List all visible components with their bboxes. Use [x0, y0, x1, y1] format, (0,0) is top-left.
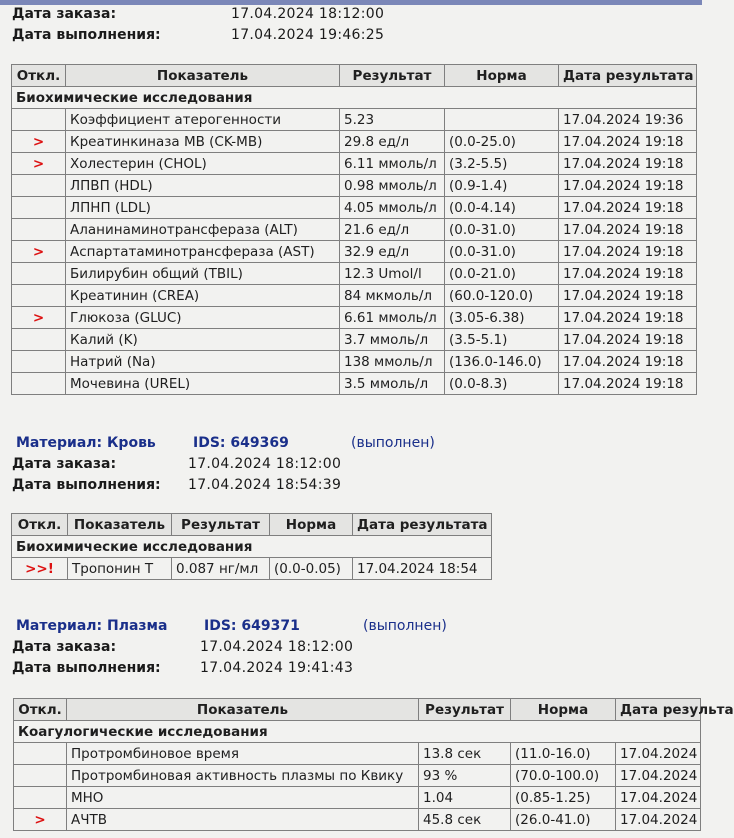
- col-header-deviation: Откл.: [14, 699, 67, 721]
- material-title: Материал: Кровь: [16, 435, 156, 451]
- col-header-result-date: Дата результата: [353, 514, 492, 536]
- table-row[interactable]: [12, 373, 697, 395]
- table-row[interactable]: [12, 329, 697, 351]
- result-value: 0.087 нг/мл: [172, 558, 270, 580]
- result-value: 84 мкмоль/л: [340, 285, 445, 307]
- table-row[interactable]: [12, 109, 697, 131]
- result-value: 13.8 сек: [419, 743, 511, 765]
- parameter-name: Тропонин Т: [68, 558, 172, 580]
- order-date-label: Дата заказа:: [12, 456, 117, 472]
- norm-range: (0.85-1.25): [511, 787, 616, 809]
- result-value: 3.7 ммоль/л: [340, 329, 445, 351]
- order-date-label: Дата заказа:: [12, 639, 117, 655]
- done-date-value: 17.04.2024 19:46:25: [231, 27, 385, 43]
- deviation-flag: >: [12, 307, 66, 329]
- table-row[interactable]: [12, 131, 697, 153]
- deviation-flag: [14, 743, 67, 765]
- result-value: 12.3 Umol/l: [340, 263, 445, 285]
- table-row[interactable]: [12, 241, 697, 263]
- table-row[interactable]: [12, 175, 697, 197]
- parameter-name: Глюкоза (GLUC): [66, 307, 340, 329]
- results-table-troponin: [11, 513, 492, 580]
- norm-range: (26.0-41.0): [511, 809, 616, 831]
- norm-range: (70.0-100.0): [511, 765, 616, 787]
- result-date: 17.04.2024: [616, 787, 701, 809]
- deviation-flag: [12, 175, 66, 197]
- deviation-flag: [14, 787, 67, 809]
- deviation-flag: [12, 109, 66, 131]
- result-date: 17.04.2024: [616, 809, 701, 831]
- table-row[interactable]: [12, 219, 697, 241]
- section-row: [12, 536, 492, 558]
- result-value: 93 %: [419, 765, 511, 787]
- norm-range: (3.2-5.5): [445, 153, 559, 175]
- col-header-result: Результат: [419, 699, 511, 721]
- col-header-deviation: Откл.: [12, 65, 66, 87]
- result-value: 5.23: [340, 109, 445, 131]
- results-table-biochem: [11, 64, 697, 395]
- deviation-flag: >: [12, 241, 66, 263]
- section-title: Коагулогические исследования: [14, 721, 701, 743]
- deviation-flag: >: [12, 153, 66, 175]
- norm-range: (60.0-120.0): [445, 285, 559, 307]
- deviation-flag: [12, 351, 66, 373]
- window-top-edge: [0, 0, 702, 5]
- deviation-flag: >: [14, 809, 67, 831]
- norm-range: (0.0-21.0): [445, 263, 559, 285]
- norm-range: (0.0-31.0): [445, 219, 559, 241]
- parameter-name: Холестерин (CHOL): [66, 153, 340, 175]
- col-header-norm: Норма: [511, 699, 616, 721]
- done-date-value: 17.04.2024 19:41:43: [200, 660, 354, 676]
- result-date: 17.04.2024 19:18: [559, 351, 697, 373]
- parameter-name: Протромбиновая активность плазмы по Квику: [67, 765, 419, 787]
- parameter-name: ЛПНП (LDL): [66, 197, 340, 219]
- parameter-name: Аспартатаминотрансфераза (AST): [66, 241, 340, 263]
- done-date-label: Дата выполнения:: [12, 477, 161, 493]
- result-value: 138 ммоль/л: [340, 351, 445, 373]
- col-header-result-date: Дата результата: [559, 65, 697, 87]
- order-date-value: 17.04.2024 18:12:00: [200, 639, 354, 655]
- result-value: 4.05 ммоль/л: [340, 197, 445, 219]
- parameter-name: Протромбиновое время: [67, 743, 419, 765]
- done-date-label: Дата выполнения:: [12, 660, 161, 676]
- col-header-deviation: Откл.: [12, 514, 68, 536]
- material-title: Материал: Плазма: [16, 618, 168, 634]
- table-row[interactable]: [12, 263, 697, 285]
- done-date-label: Дата выполнения:: [12, 27, 161, 43]
- col-header-norm: Норма: [445, 65, 559, 87]
- deviation-flag: [12, 219, 66, 241]
- deviation-flag: >>!: [12, 558, 68, 580]
- results-table-coag: [13, 698, 734, 831]
- deviation-flag: [12, 263, 66, 285]
- result-value: 6.11 ммоль/л: [340, 153, 445, 175]
- table-row[interactable]: [12, 285, 697, 307]
- deviation-flag: [12, 197, 66, 219]
- col-header-parameter: Показатель: [67, 699, 419, 721]
- result-date: 17.04.2024 19:18: [559, 373, 697, 395]
- norm-range: (0.0-4.14): [445, 197, 559, 219]
- deviation-flag: [12, 285, 66, 307]
- result-value: 29.8 ед/л: [340, 131, 445, 153]
- result-date: 17.04.2024 19:18: [559, 131, 697, 153]
- parameter-name: МНО: [67, 787, 419, 809]
- col-header-result-date: Дата результа: [616, 699, 701, 721]
- result-date: 17.04.2024 19:18: [559, 175, 697, 197]
- parameter-name: Натрий (Na): [66, 351, 340, 373]
- result-value: 1.04: [419, 787, 511, 809]
- col-header-norm: Норма: [270, 514, 353, 536]
- result-date: 17.04.2024 19:18: [559, 263, 697, 285]
- result-value: 0.98 ммоль/л: [340, 175, 445, 197]
- norm-range: (0.0-31.0): [445, 241, 559, 263]
- col-header-parameter: Показатель: [66, 65, 340, 87]
- result-date: 17.04.2024: [616, 765, 701, 787]
- col-header-parameter: Показатель: [68, 514, 172, 536]
- section-row: [14, 721, 701, 743]
- deviation-flag: [12, 373, 66, 395]
- section-title: Биохимические исследования: [12, 536, 492, 558]
- parameter-name: Креатинкиназа МВ (CK-MB): [66, 131, 340, 153]
- result-date: 17.04.2024 19:18: [559, 241, 697, 263]
- parameter-name: Мочевина (UREL): [66, 373, 340, 395]
- table-row[interactable]: [12, 307, 697, 329]
- parameter-name: Калий (K): [66, 329, 340, 351]
- result-date: 17.04.2024 19:18: [559, 197, 697, 219]
- parameter-name: Креатинин (CREA): [66, 285, 340, 307]
- norm-range: (3.05-6.38): [445, 307, 559, 329]
- table-row[interactable]: [14, 787, 701, 809]
- order-date-value: 17.04.2024 18:12:00: [231, 6, 385, 22]
- deviation-flag: >: [12, 131, 66, 153]
- order-date-value: 17.04.2024 18:12:00: [188, 456, 342, 472]
- result-value: 32.9 ед/л: [340, 241, 445, 263]
- col-header-result: Результат: [340, 65, 445, 87]
- table-row[interactable]: [14, 809, 701, 831]
- ids-value: IDS: 649371: [204, 618, 300, 634]
- table-header-row: [12, 65, 697, 87]
- result-value: 45.8 сек: [419, 809, 511, 831]
- parameter-name: Билирубин общий (TBIL): [66, 263, 340, 285]
- status-text: (выполнен): [351, 435, 435, 451]
- parameter-name: ЛПВП (HDL): [66, 175, 340, 197]
- table-row[interactable]: [12, 351, 697, 373]
- norm-range: (0.0-25.0): [445, 131, 559, 153]
- result-date: 17.04.2024 19:18: [559, 219, 697, 241]
- col-header-result: Результат: [172, 514, 270, 536]
- result-date: 17.04.2024 19:18: [559, 153, 697, 175]
- deviation-flag: [12, 329, 66, 351]
- norm-range: [445, 109, 559, 131]
- result-date: 17.04.2024 19:36: [559, 109, 697, 131]
- table-header-row: [12, 514, 492, 536]
- parameter-name: Аланинаминотрансфераза (ALT): [66, 219, 340, 241]
- done-date-value: 17.04.2024 18:54:39: [188, 477, 342, 493]
- table-row[interactable]: [14, 765, 701, 787]
- result-value: 3.5 ммоль/л: [340, 373, 445, 395]
- table-row[interactable]: [12, 197, 697, 219]
- section-row: [12, 87, 697, 109]
- ids-value: IDS: 649369: [193, 435, 289, 451]
- result-value: 6.61 ммоль/л: [340, 307, 445, 329]
- norm-range: (11.0-16.0): [511, 743, 616, 765]
- result-date: 17.04.2024 19:18: [559, 329, 697, 351]
- order-date-label: Дата заказа:: [12, 6, 117, 22]
- table-row[interactable]: [12, 153, 697, 175]
- table-row[interactable]: [14, 743, 701, 765]
- parameter-name: АЧТВ: [67, 809, 419, 831]
- result-date: 17.04.2024: [616, 743, 701, 765]
- norm-range: (3.5-5.1): [445, 329, 559, 351]
- section-title: Биохимические исследования: [12, 87, 697, 109]
- result-date: 17.04.2024 18:54: [353, 558, 492, 580]
- deviation-flag: [14, 765, 67, 787]
- norm-range: (0.0-0.05): [270, 558, 353, 580]
- result-date: 17.04.2024 19:18: [559, 307, 697, 329]
- table-row[interactable]: [12, 558, 492, 580]
- result-date: 17.04.2024 19:18: [559, 285, 697, 307]
- norm-range: (0.9-1.4): [445, 175, 559, 197]
- norm-range: (0.0-8.3): [445, 373, 559, 395]
- table-header-row: [14, 699, 701, 721]
- norm-range: (136.0-146.0): [445, 351, 559, 373]
- status-text: (выполнен): [363, 618, 447, 634]
- result-value: 21.6 ед/л: [340, 219, 445, 241]
- parameter-name: Коэффициент атерогенности: [66, 109, 340, 131]
